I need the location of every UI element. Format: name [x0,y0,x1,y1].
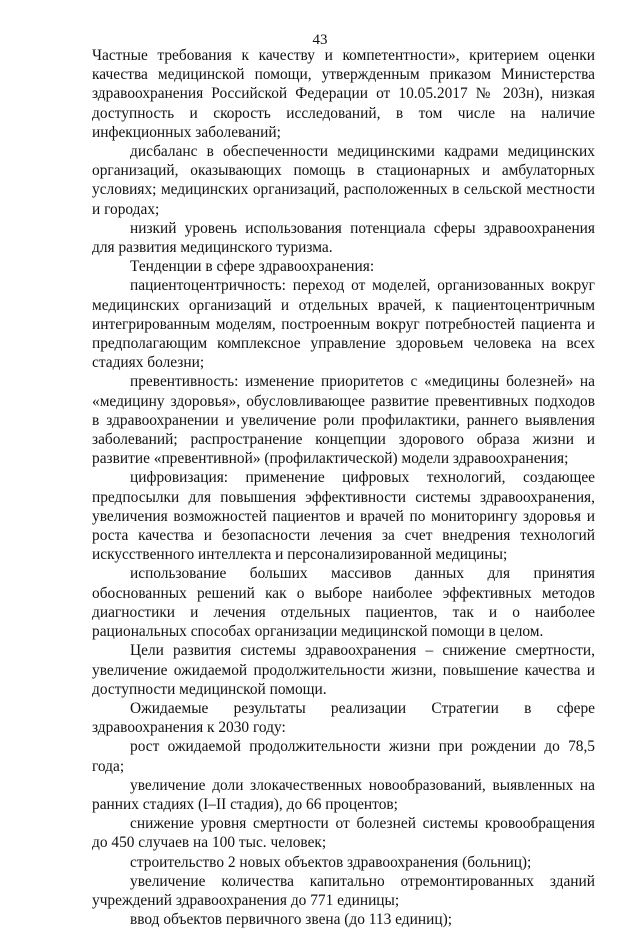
paragraph-renovated-buildings: увеличение количества капитально отремонтированных зданий учреждений здравоохранения до 771 единицы; [92,872,595,909]
paragraph-prevention: превентивность: изменение приоритетов с «медицины болезней» на «медицину здоровья», обусловливающее развитие превентивных подходов в здравоохранении и увеличение роли профилактики, раннего выявления заболеваний; распространение концепции здорового образа жизни и развитие «превентивной» (профилактической) модели здравоохранения; [92,373,595,468]
paragraph-staff-imbalance: дисбаланс в обеспеченности медицинскими кадрами медицинских организаций, оказывающих помощь в стационарных и амбулаторных условиях; медицинских организаций, расположенных в сельской местности и городах; [92,143,595,218]
paragraph-big-data: использование больших массивов данных для принятия обоснованных решений как о выборе наиболее эффективных методов диагностики и лечения отдельных пациентов, так и о наиболее рациональных способах организации медицинской помощи в целом. [92,565,595,641]
paragraph-quality-requirements: Частные требования к качеству и компетентности», критерием оценки качества медицинской помощи, утвержденным приказом Министерства здравоохранения Российской Федерации от 10.05.2017 № 203н), низкая доступность и скорость исследований, в том числе на наличие инфекционных заболеваний; [92,47,595,141]
paragraph-medical-tourism: низкий уровень использования потенциала сферы здравоохранения для развития медицинского туризма. [92,219,595,257]
paragraph-new-hospitals: строительство 2 новых объектов здравоохранения (больниц); [130,853,532,871]
paragraph-expected-results-heading: Ожидаемые результаты реализации Стратегии в сфере здравоохранения к 2030 году: [92,699,595,737]
paragraph-cardio-mortality: снижение уровня смертности от болезней системы кровообращения до 450 случаев на 100 тыс. человек; [92,815,595,852]
paragraph-early-detection: увеличение доли злокачественных новообразований, выявленных на ранних стадиях (I–II стадия), до 66 процентов; [92,776,595,813]
page-number: 43 [312,32,328,48]
paragraph-digitalization: цифровизация: применение цифровых технологий, создающее предпосылки для повышения эффективности системы здравоохранения, увеличения возможностей пациентов и врачей по мониторингу здоровья и роста качества и безопасности лечения за счет внедрения технологий искусственного интеллекта и персонализированной медицины; [92,469,595,564]
document-body [92,46,595,929]
paragraph-trends-heading: Тенденции в сфере здравоохранения: [130,258,375,276]
paragraph-patient-centricity: пациентоцентричность: переход от моделей, организованных вокруг медицинских организаций и отдельных врачей, к пациентоцентричным интегрированным моделям, построенным вокруг потребностей пациента и предполагающим комплексное управление здоровьем человека на всех стадиях болезни; [92,277,595,372]
paragraph-development-goals: Цели развития системы здравоохранения – снижение смертности, увеличение ожидаемой продолжительности жизни, повышение качества и доступности медицинской помощи. [92,642,595,698]
paragraph-primary-care-facilities: ввод объектов первичного звена (до 113 единиц); [130,911,452,929]
paragraph-life-expectancy: рост ожидаемой продолжительности жизни при рождении до 78,5 года; [92,738,595,775]
